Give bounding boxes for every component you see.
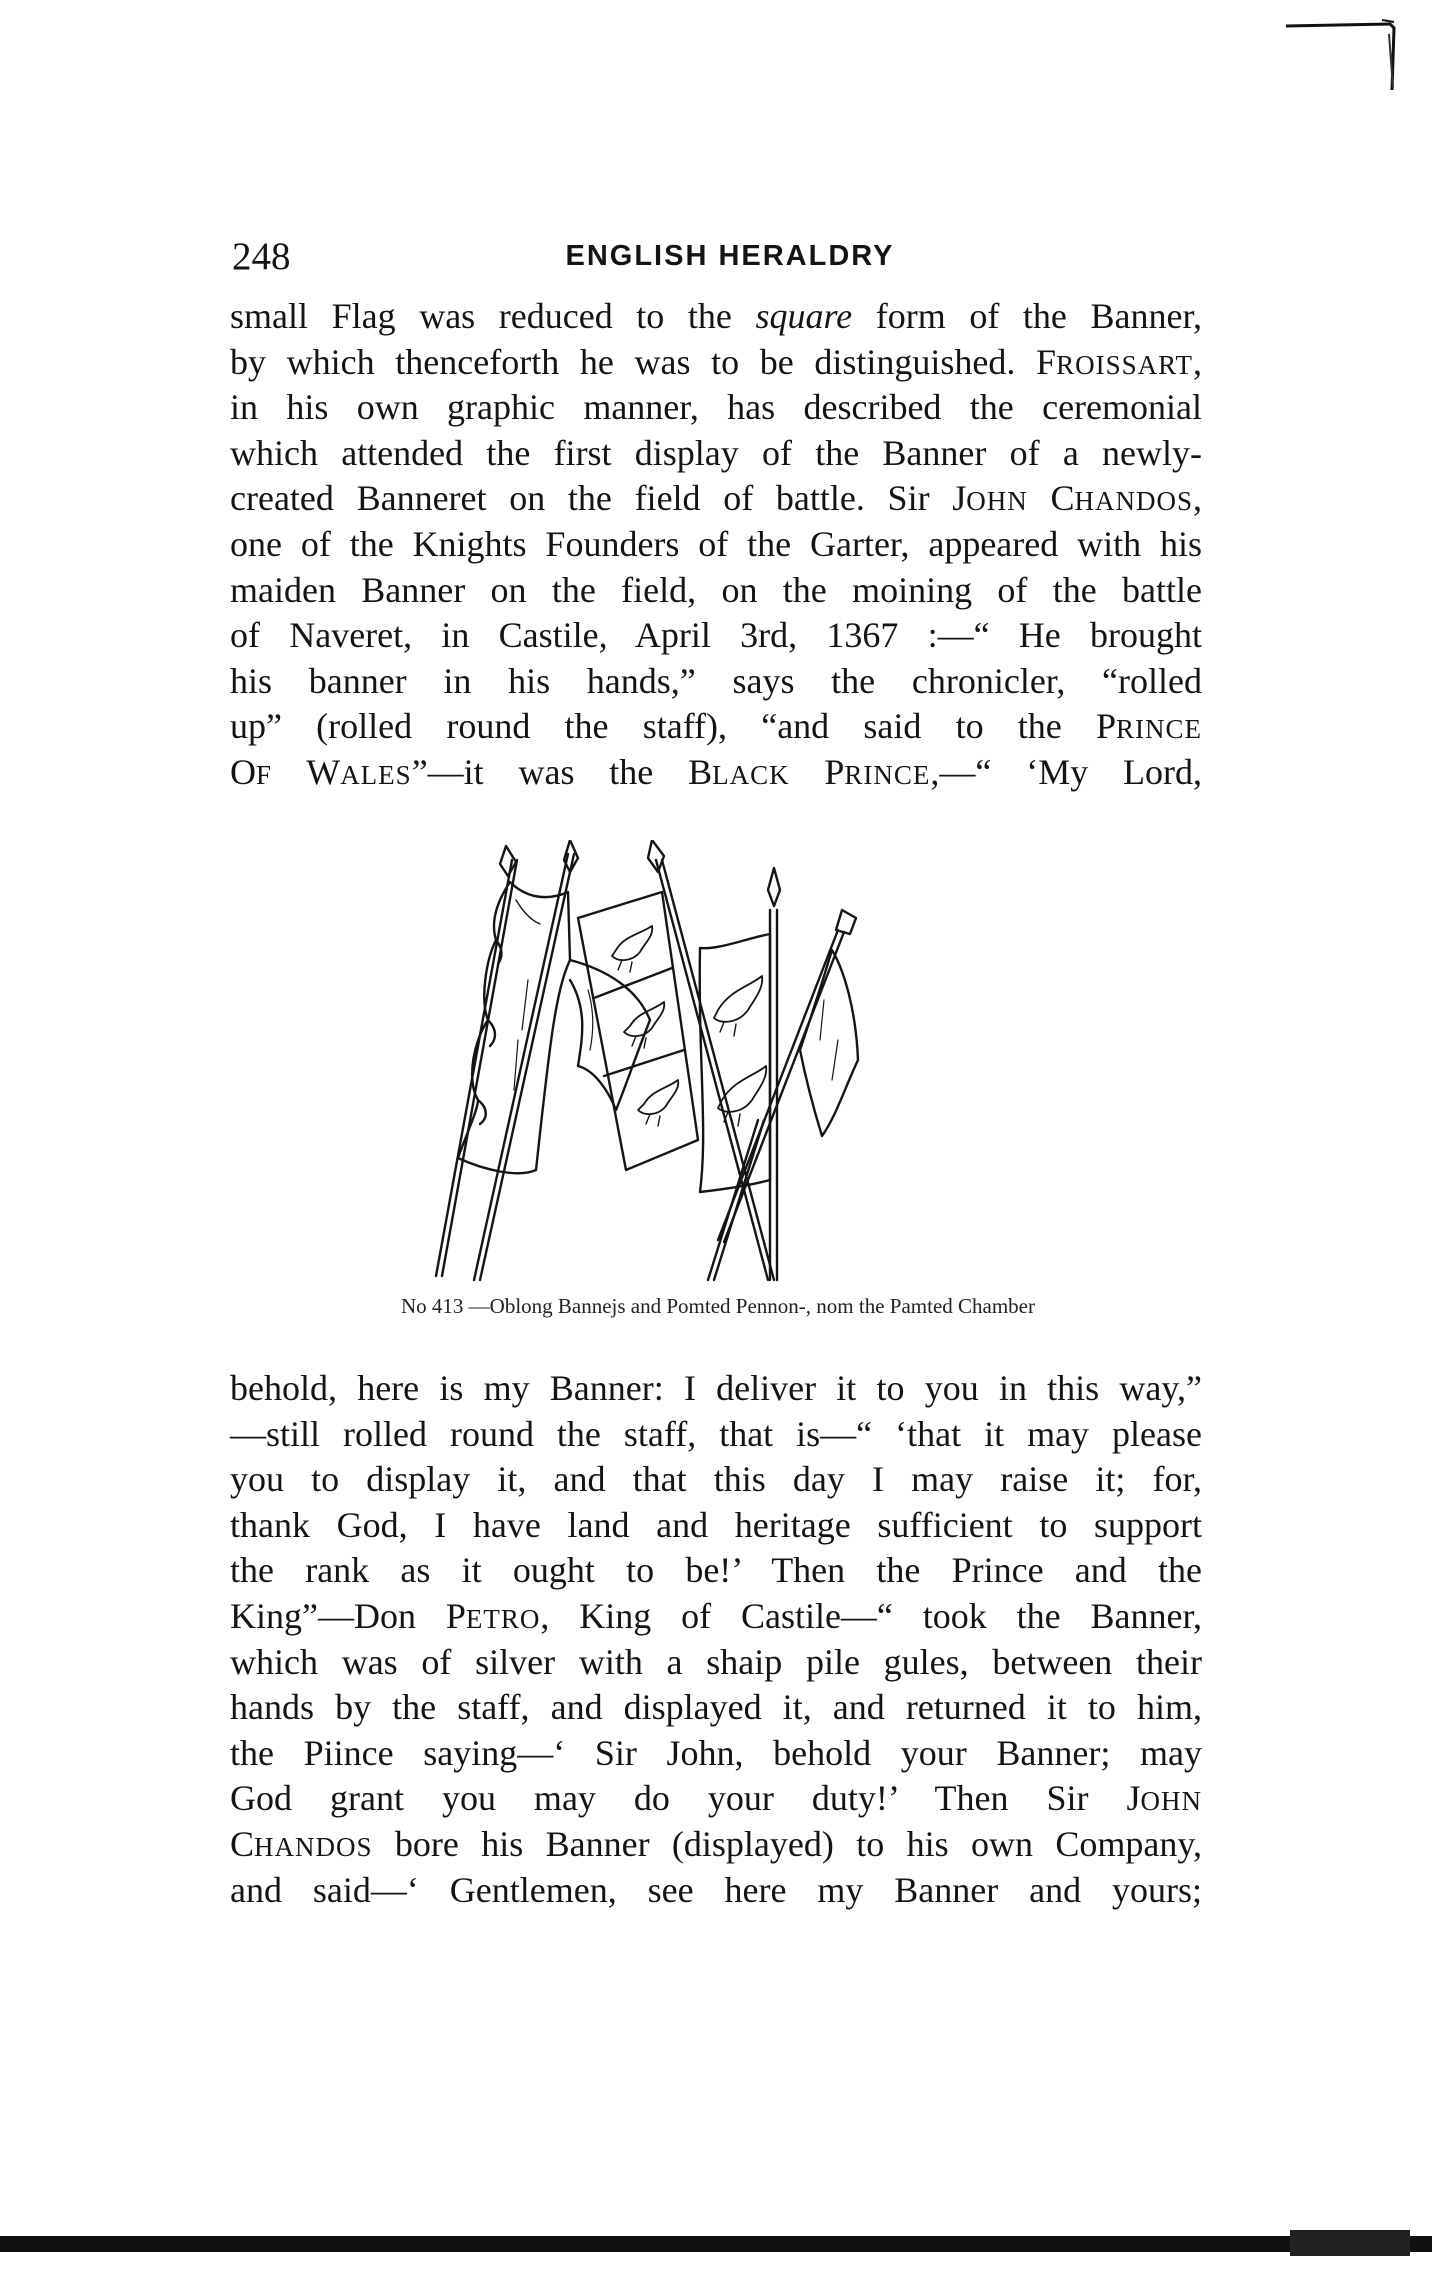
- paragraph-top-line: one of the Knights Founders of the Garter, appeared with his: [230, 523, 1202, 564]
- figure-caption: No 413 —Oblong Bannejs and Pomted Pennon-, nom the Pamted Chamber: [400, 1294, 1035, 1318]
- page-number: 248: [232, 235, 291, 278]
- paragraph-top-line: created Banneret on the field of battle. Sir JOHN CHANDOS,: [230, 478, 1202, 519]
- small-caps-word: FROISSART: [1036, 341, 1193, 382]
- bird-figure: [612, 926, 652, 960]
- paragraph-top-line: by which thenceforth he was to be distinguished. FROISSART,: [230, 341, 1202, 382]
- small-caps-word: OF: [230, 751, 273, 792]
- page-title: ENGLISH HERALDRY: [565, 240, 895, 272]
- small-caps-word: JOHN: [952, 478, 1028, 519]
- paragraph-bottom-line: which was of silver with a shaip pile gules, between their: [230, 1641, 1202, 1682]
- small-caps-word: BLACK: [688, 751, 790, 792]
- paragraph-top-line: maiden Banner on the field, on the moining of the battle: [230, 569, 1202, 610]
- bottom-scan-edge: [0, 2230, 1432, 2256]
- paragraph-bottom-line: behold, here is my Banner: I deliver it to you in this way,”: [230, 1368, 1202, 1408]
- staff-line: [436, 860, 512, 1276]
- paragraph-bottom-line: the Piince saying—‘ Sir John, behold your Banner; may: [230, 1732, 1202, 1773]
- paragraph-bottom-line: —still rolled round the staff, that is—“ ‘that it may please: [230, 1413, 1202, 1454]
- corner-scan-mark: [1282, 14, 1397, 92]
- small-caps-word: PRINCE: [1095, 706, 1202, 747]
- paragraph-bottom-line: you to display it, and that this day I may raise it; for,: [230, 1459, 1202, 1500]
- banners-illustration: [418, 840, 1048, 1290]
- banners-and-pennons-engraving: [418, 840, 1048, 1290]
- small-caps-word: JOHN: [1126, 1778, 1202, 1819]
- paragraph-top: [230, 294, 1202, 796]
- paragraph-bottom-line: CHANDOS bore his Banner (displayed) to his own Company,: [230, 1823, 1202, 1864]
- small-caps-word: CHANDOS: [230, 1823, 373, 1864]
- paragraph-bottom-line: God grant you may do your duty!’ Then Sir JOHN: [230, 1778, 1202, 1819]
- paragraph-bottom-line: thank God, I have land and heritage sufficient to support: [230, 1504, 1202, 1545]
- paragraph-bottom-line: hands by the staff, and displayed it, and returned it to him,: [230, 1687, 1202, 1728]
- paragraph-bottom-line: and said—‘ Gentlemen, see here my Banner and yours;: [230, 1869, 1202, 1910]
- small-caps-word: PETRO: [445, 1595, 541, 1636]
- small-caps-word: CHANDOS: [1050, 478, 1193, 519]
- paragraph-bottom-line: the rank as it ought to be!’ Then the Prince and the: [230, 1550, 1202, 1591]
- paragraph-top-line: up” (rolled round the staff), “and said to the PRINCE: [230, 706, 1202, 747]
- paragraph-top-line: OF WALES”—it was the BLACK PRINCE,—“ ‘My Lord,: [230, 751, 1202, 792]
- running-head: [232, 226, 1198, 286]
- italic-word: square: [755, 296, 853, 336]
- small-caps-word: WALES: [306, 751, 412, 792]
- paragraph-top-line: small Flag was reduced to the square form of the Banner,: [230, 296, 1203, 336]
- paragraph-top-line: of Naveret, in Castile, April 3rd, 1367 :—“ He brought: [230, 615, 1202, 656]
- paragraph-top-line: his banner in his hands,” says the chronicler, “rolled: [230, 660, 1202, 701]
- small-caps-word: PRINCE: [824, 751, 931, 792]
- paragraph-bottom-line: King”—Don PETRO, King of Castile—“ took the Banner,: [230, 1595, 1202, 1636]
- spear-head: [500, 846, 516, 876]
- paragraph-top-line: which attended the first display of the Banner of a newly-: [230, 432, 1202, 473]
- paragraph-top-line: in his own graphic manner, has described the ceremonial: [230, 387, 1202, 428]
- paragraph-bottom: [230, 1366, 1202, 1913]
